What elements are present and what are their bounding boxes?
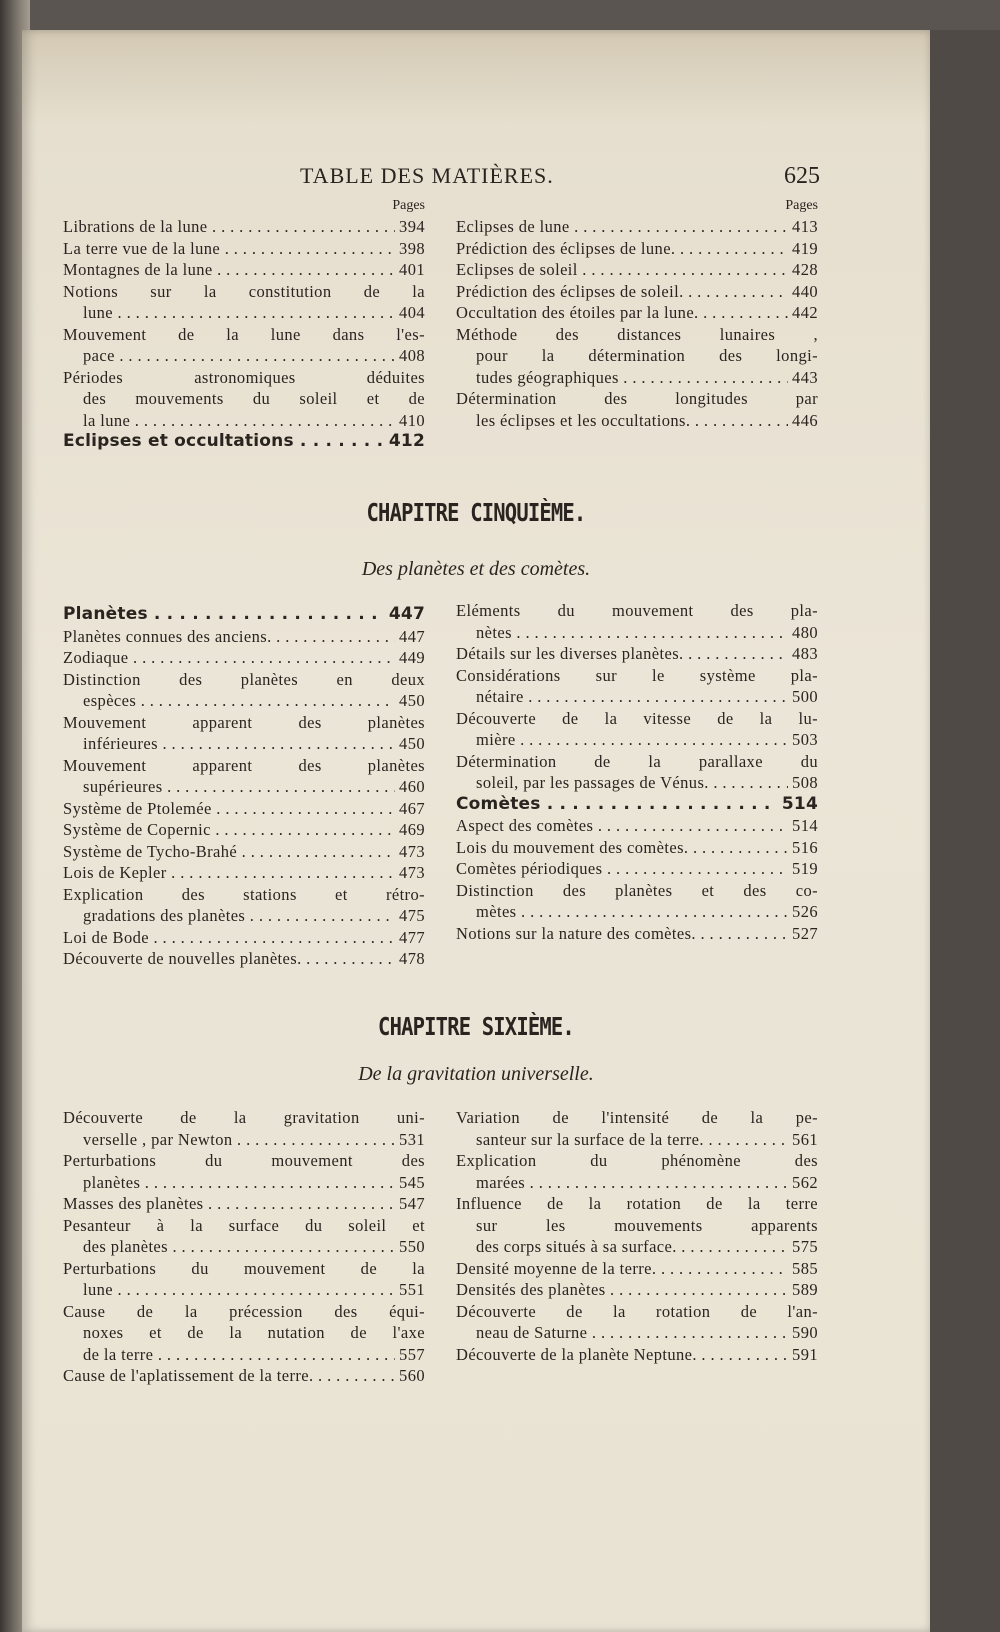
toc-entry-text: Comètes . . . [456,794,778,816]
toc-entry-line: pour la détermination des longi- [476,346,818,365]
pages-label: Pages [785,198,818,213]
toc-page-number: 480 [792,622,818,642]
toc-entry [456,1344,818,1366]
toc-entry-line: Mouvement de la lune dans l'es- [63,324,425,344]
toc-entry-text: de la terre . . . [83,1344,395,1366]
toc-page-number: 446 [792,410,818,430]
toc-page-number: 447 [388,604,425,624]
toc-entry-text: nètes . . . [476,622,788,644]
toc-entry-text: Masses des planètes . . . [63,1193,395,1215]
toc-page-number: 483 [792,644,818,663]
toc-entry-line: Perturbations du mouvement des [63,1151,425,1170]
toc-entry-last-line [456,1129,818,1151]
toc-entry-text: nétaire . . . [476,686,788,708]
toc-page-number: 398 [399,238,425,258]
toc-page-number: 503 [792,730,818,749]
toc-page-number: 547 [399,1194,425,1213]
toc-entry [456,1193,818,1258]
toc-entry-line: Cause de la précession des équi- [63,1301,425,1321]
toc-entry-line: Considérations sur le système pla- [456,665,818,685]
scan-background [930,30,1000,1632]
toc-section-heading [456,794,818,816]
toc-entry [456,923,818,945]
toc-entry-text: lune . . . [83,1279,395,1301]
toc-entry [63,626,425,648]
toc-entry-last-line [63,733,425,755]
toc-entry [456,216,818,238]
toc-entry-text: inférieures . . . [83,733,395,755]
toc-entry-line: des mouvements du soleil et de [83,389,425,408]
toc-entry-text: Eclipses de soleil . . . [456,259,788,281]
toc-entry-text: Comètes périodiques . . . [456,858,788,880]
toc-entry-last-line [456,367,818,389]
toc-entry-last-line [63,1129,425,1151]
toc-page-number: 428 [792,260,818,279]
toc-page-number: 412 [388,431,425,451]
toc-entry [63,238,425,260]
toc-entry-text: Densité moyenne de la terre. . . . [456,1258,788,1280]
toc-entry [63,841,425,863]
toc-page-number: 519 [792,859,818,878]
toc-entry-text: Densités des planètes . . . [456,1279,788,1301]
toc-column-top-right [456,196,818,431]
toc-column-top-left [63,196,425,453]
toc-entry [63,1258,425,1301]
toc-entry-line: Découverte de la vitesse de la lu- [456,708,818,728]
toc-entry-last-line [456,686,818,708]
toc-entry [63,669,425,712]
toc-entry-text: marées . . . [476,1172,788,1194]
toc-page-number: 550 [399,1237,425,1256]
toc-page-number: 562 [792,1172,818,1192]
toc-entry-line: Perturbations du mouvement de la [63,1258,425,1278]
toc-column-ch6-left [63,1107,425,1387]
toc-page-number: 516 [792,837,818,857]
toc-entry [63,927,425,949]
toc-entry-text: verselle , par Newton . . . [83,1129,395,1151]
toc-entry-line: Pesanteur à la surface du soleil et [63,1215,425,1235]
toc-entry-text: Système de Ptolemée . . . [63,798,395,820]
toc-entry [63,281,425,324]
toc-entry-last-line [63,1279,425,1301]
toc-entry [456,1258,818,1280]
toc-section-heading [63,604,425,626]
toc-entry-last-line [456,1172,818,1194]
toc-page-number: 508 [792,773,818,792]
toc-entry-text: soleil, par les passages de Vénus. . . . [476,772,788,794]
toc-entry-text: la lune . . . [83,410,395,432]
page-number: 625 [784,163,820,189]
toc-entry-text: Zodiaque . . . [63,647,395,669]
toc-page-number: 551 [399,1280,425,1299]
toc-page-number: 440 [792,281,818,301]
toc-entry-line: Méthode des distances lunaires , [456,324,818,344]
toc-entry [63,1150,425,1193]
toc-entry-text: mètes . . . [476,901,788,923]
toc-entry [63,1365,425,1387]
toc-entry-text: supérieures . . . [83,776,395,798]
toc-entry-line: Mouvement apparent des planètes [63,755,425,775]
toc-page-number: 477 [399,927,425,947]
toc-entry [456,388,818,431]
toc-page-number: 413 [792,217,818,236]
toc-entry-last-line [456,772,818,794]
toc-entry-text: planètes . . . [83,1172,395,1194]
toc-entry-text: Occultation des étoiles par la lune. . . . [456,302,788,324]
toc-entry [456,708,818,751]
toc-entry-last-line [63,345,425,367]
toc-page-number: 514 [781,793,818,814]
toc-entry [63,367,425,432]
toc-page-number: 575 [792,1237,818,1256]
toc-entry-text: Système de Copernic . . . [63,819,395,841]
toc-page-number: 478 [399,949,425,968]
toc-entry-line: noxes et de la nutation de l'axe [83,1323,425,1342]
toc-entry-text: Planètes . . . [63,604,385,626]
chapter-6-subtitle: De la gravitation universelle. [358,1063,594,1085]
toc-entry-last-line [63,1236,425,1258]
toc-entry [456,643,818,665]
toc-entry-text: Lois de Kepler . . . [63,862,395,884]
toc-entry [456,1279,818,1301]
toc-entry [456,1150,818,1193]
running-title: TABLE DES MATIÈRES. [300,163,554,188]
toc-page-number: 394 [399,217,425,236]
toc-entry [456,665,818,708]
toc-entry-line: Variation de l'intensité de la pe- [456,1108,818,1127]
toc-entry-text: Découverte de la planète Neptune. . . . [456,1344,788,1366]
chapter-5-title: CHAPITRE CINQUIÈME. [366,498,586,527]
page-header [300,163,820,193]
toc-entry-text: Aspect des comètes . . . [456,815,788,837]
toc-entry-line: Découverte de la gravitation uni- [63,1108,425,1127]
toc-page-number: 460 [399,777,425,796]
toc-page-number: 467 [399,798,425,818]
toc-entry-last-line [63,905,425,927]
toc-entry-last-line [63,410,425,432]
toc-page-number: 450 [399,691,425,710]
toc-page-number: 585 [792,1258,818,1278]
toc-entry-last-line [456,622,818,644]
toc-entry-last-line [63,1344,425,1366]
toc-entry [456,324,818,389]
toc-entry [456,858,818,880]
toc-page-number: 557 [399,1344,425,1364]
toc-entry [63,712,425,755]
toc-entry [63,862,425,884]
toc-entry [63,819,425,841]
toc-page-number: 500 [792,687,818,706]
toc-entry-line: Détermination des longitudes par [456,389,818,408]
toc-entry [456,600,818,643]
toc-entry [63,884,425,927]
toc-entry [456,238,818,260]
toc-page-number: 590 [792,1323,818,1342]
toc-entry-text: Librations de la lune . . . [63,216,395,238]
toc-entry-text: Système de Tycho-Brahé . . . [63,841,395,863]
toc-column-ch5-right [456,600,818,944]
toc-entry-last-line [456,729,818,751]
toc-entry-text: les éclipses et les occultations. . . . [476,410,788,432]
toc-page-number: 447 [399,626,425,646]
toc-entry [63,259,425,281]
toc-entry-last-line [63,1172,425,1194]
toc-entry-text: Découverte de nouvelles planètes. . . . [63,948,395,970]
toc-entry-last-line [63,776,425,798]
toc-entry-text: pace . . . [83,345,395,367]
toc-entry [63,755,425,798]
toc-page-number: 473 [399,863,425,882]
toc-entry-text: Eclipses de lune . . . [456,216,788,238]
toc-entry [63,798,425,820]
toc-entry-line: Mouvement apparent des planètes [63,712,425,732]
chapter-5-subtitle: Des planètes et des comètes. [361,558,591,580]
toc-page-number: 408 [399,346,425,365]
toc-entry-line: Explication des stations et rétro- [63,884,425,904]
toc-entry-text: Prédiction des éclipses de lune. . . . [456,238,788,260]
toc-entry-last-line [63,302,425,324]
toc-entry-text: Loi de Bode . . . [63,927,395,949]
toc-page-number: 442 [792,303,818,322]
toc-entry-last-line [456,410,818,432]
toc-entry-text: espèces . . . [83,690,395,712]
toc-entry-line: sur les mouvements apparents [476,1215,818,1235]
toc-entry [456,1107,818,1150]
toc-entry-last-line [63,690,425,712]
toc-page-number: 561 [792,1129,818,1149]
toc-entry [63,1301,425,1366]
toc-page-number: 473 [399,841,425,861]
toc-page-number: 591 [792,1344,818,1364]
toc-page-number: 410 [399,410,425,430]
toc-entry-text: La terre vue de la lune . . . [63,238,395,260]
toc-page-number: 404 [399,303,425,322]
toc-entry [456,815,818,837]
toc-entry [456,259,818,281]
toc-entry [456,837,818,859]
toc-page-number: 545 [399,1172,425,1192]
toc-entry-line: Découverte de la rotation de l'an- [456,1301,818,1321]
toc-entry-line: Influence de la rotation de la terre [456,1194,818,1213]
toc-column-ch6-right [456,1107,818,1365]
toc-entry-last-line [456,901,818,923]
toc-entry-text: des corps situés à sa surface. . . . [476,1236,788,1258]
toc-entry [456,880,818,923]
toc-entry-line: Détermination de la parallaxe du [456,751,818,771]
toc-entry-text: neau de Saturne . . . [476,1322,788,1344]
toc-entry [456,302,818,324]
toc-entry-text: Montagnes de la lune . . . [63,259,395,281]
toc-entry-line: Distinction des planètes en deux [63,669,425,689]
toc-entry-text: des planètes . . . [83,1236,395,1258]
toc-entry [63,1107,425,1150]
toc-entry-last-line [456,1236,818,1258]
toc-entry-text: santeur sur la surface de la terre. . . . [476,1129,788,1151]
toc-page-number: 443 [792,367,818,387]
toc-page-number: 514 [792,816,818,835]
chapter-6-title: CHAPITRE SIXIÈME. [378,1012,574,1041]
toc-entry-text: Notions sur la nature des comètes. . . . [456,923,788,945]
toc-page-number: 560 [399,1366,425,1385]
toc-entry [456,281,818,303]
toc-entry-line: Eléments du mouvement des pla- [456,601,818,620]
toc-entry [63,948,425,970]
toc-page-number: 469 [399,820,425,839]
toc-entry-last-line [456,1322,818,1344]
toc-page-number: 531 [399,1129,425,1149]
toc-page-number: 449 [399,648,425,667]
toc-entry-text: tudes géographiques . . . [476,367,788,389]
toc-entry-text: Détails sur les diverses planètes. . . . [456,643,788,665]
toc-entry-text: Cause de l'aplatissement de la terre. . . . [63,1365,395,1387]
toc-entry-text: gradations des planètes . . . [83,905,395,927]
toc-entry [63,647,425,669]
toc-entry [63,1193,425,1215]
toc-section-heading [63,431,425,453]
toc-entry-text: Prédiction des éclipses de soleil. . . . [456,281,788,303]
toc-page-number: 526 [792,902,818,921]
toc-entry-line: Explication du phénomène des [456,1151,818,1170]
toc-entry-line: Notions sur la constitution de la [63,281,425,301]
toc-page-number: 589 [792,1280,818,1299]
toc-entry-line: Périodes astronomiques déduites [63,367,425,387]
toc-entry [63,216,425,238]
toc-entry-text: Eclipses et occultations . . . [63,431,385,453]
toc-entry [63,324,425,367]
toc-page-number: 450 [399,734,425,753]
toc-entry [63,1215,425,1258]
toc-page-number: 401 [399,260,425,279]
toc-page-number: 419 [792,238,818,258]
toc-page-number: 475 [399,906,425,925]
toc-entry-line: Distinction des planètes et des co- [456,880,818,900]
toc-column-ch5-left [63,604,425,970]
pages-label: Pages [392,198,425,213]
toc-entry-text: Lois du mouvement des comètes. . . . [456,837,788,859]
toc-page-number: 527 [792,923,818,943]
toc-entry-text: Planètes connues des anciens. . . . [63,626,395,648]
toc-entry [456,1301,818,1344]
toc-entry-text: mière . . . [476,729,788,751]
toc-entry-text: lune . . . [83,302,395,324]
toc-entry [456,751,818,794]
